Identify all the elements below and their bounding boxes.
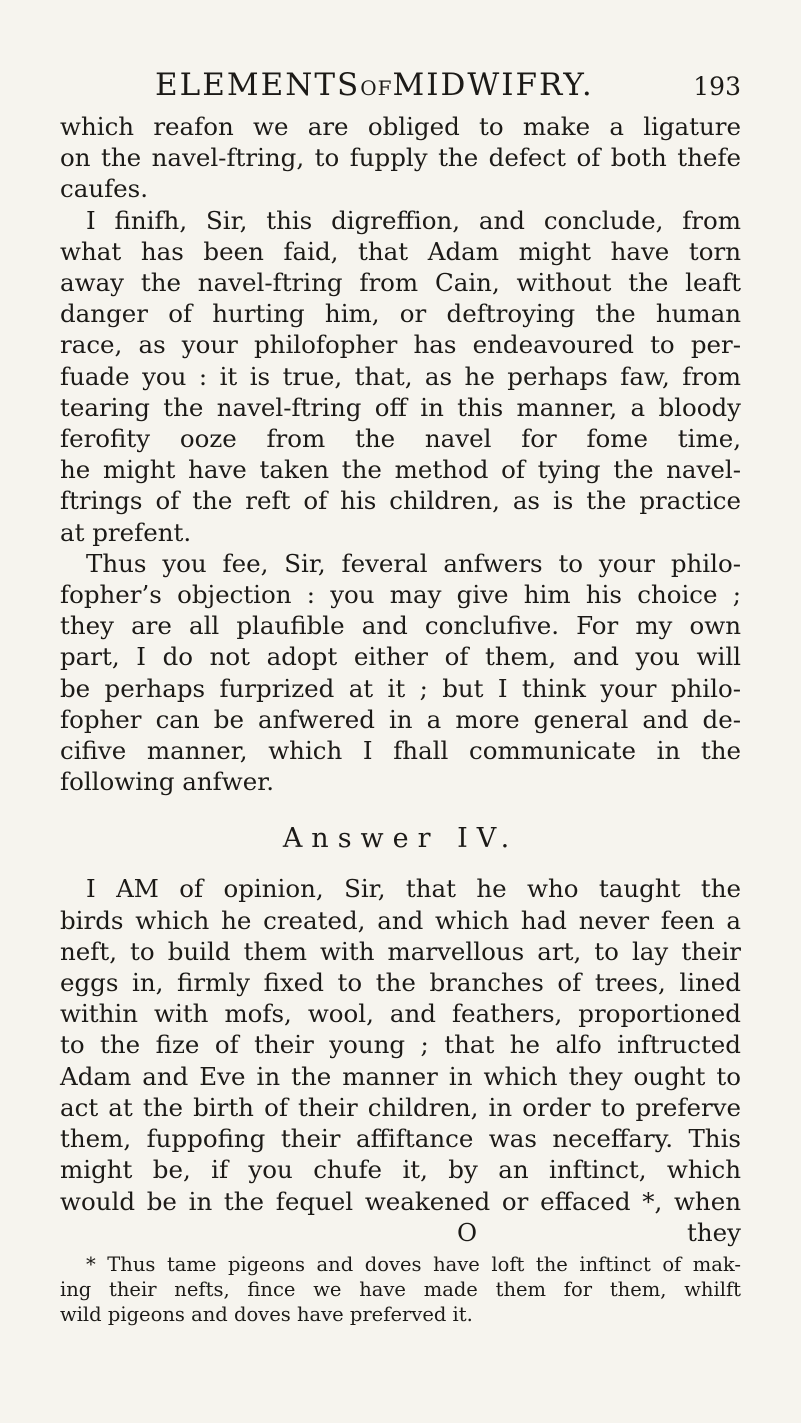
text-line: fopher’s objection : you may give him his choice ; (60, 580, 741, 610)
text-line: be perhaps furprized at it ; but I think your philo- (60, 673, 741, 703)
text-line: I finifh, Sir, this digreffion, and conclude, from (86, 205, 741, 235)
footnote-line: * Thus tame pigeons and doves have loft the inftinct of mak- (86, 1252, 741, 1276)
text-line: act at the birth of their children, in order to preferve (60, 1092, 741, 1122)
text-line: danger of hurting him, or deftroying the human (60, 299, 741, 329)
text-line: he might have taken the method of tying the navel- (60, 455, 741, 485)
running-title (155, 68, 594, 105)
text-line: within with mofs, wool, and feathers, proportioned (60, 999, 741, 1029)
text-line: fuade you : it is true, that, as he perhaps faw, from (60, 361, 741, 391)
paragraph-1 (60, 111, 741, 205)
text-line: part, I do not adopt either of them, and you will (60, 642, 741, 672)
catchword-line (60, 1217, 741, 1248)
text-line: tearing the navel-ftring off in this manner, a bloody (60, 392, 741, 422)
footnote (60, 1252, 741, 1327)
section-heading: Answer IV. (282, 823, 519, 855)
text-line: I AM of opinion, Sir, that he who taught the (86, 874, 741, 904)
text-line: Thus you fee, Sir, feveral anfwers to your philo- (86, 548, 741, 578)
text-line: at prefent. (60, 517, 192, 547)
text-line: birds which he created, and which had never feen a (60, 905, 741, 935)
text-line: ftrings of the reft of his children, as is the practice (60, 486, 741, 516)
text-line: which reafon we are obliged to make a ligature (60, 112, 741, 141)
running-title-part2: MIDWIFRY. (392, 67, 594, 103)
signature-mark: O (456, 1217, 478, 1247)
paragraph-3 (60, 548, 741, 798)
text-line: Adam and Eve in the manner in which they ought to (60, 1061, 741, 1091)
text-line: on the navel-ftring, to fupply the defect of both thefe (60, 143, 741, 173)
text-line: what has been faid, that Adam might have torn (60, 236, 741, 266)
text-line: them, fuppofing their affiftance was neceffary. This (60, 1124, 741, 1154)
text-line: to the fize of their young ; that he alfo inftructed (60, 1030, 741, 1060)
text-line: cifive manner, which I fhall communicate in the (60, 736, 741, 766)
text-line: they are all plaufible and conclufive. For my own (60, 611, 741, 641)
text-line: fopher can be anfwered in a more general and de- (60, 704, 741, 734)
text-line: following anfwer. (60, 767, 275, 797)
running-title-of: OF (360, 76, 393, 100)
text-line: caufes. (60, 174, 149, 204)
text-line: neft, to build them with marvellous art, to lay their (60, 936, 741, 966)
catchword: they (687, 1217, 741, 1247)
paragraph-2 (60, 205, 741, 548)
paragraph-4 (60, 873, 741, 1216)
text-line: would be in the fequel weakened or effaced *, when (60, 1186, 741, 1216)
text-line: might be, if you chufe it, by an inftinct, which (60, 1155, 741, 1185)
text-line: race, as your philofopher has endeavoured to per- (60, 330, 741, 360)
footnote-line: wild pigeons and doves have preferved it. (60, 1302, 473, 1326)
page-number: 193 (693, 72, 741, 101)
text-line: eggs in, firmly fixed to the branches of trees, lined (60, 968, 741, 998)
text-line: away the navel-ftring from Cain, without the leaft (60, 268, 741, 298)
running-head (60, 68, 741, 105)
running-title-part1: ELEMENTS (155, 67, 361, 103)
footnote-line: ing their nefts, fince we have made them for them, whilft (60, 1277, 741, 1301)
text-line: ferofity ooze from the navel for fome time, (60, 424, 741, 454)
